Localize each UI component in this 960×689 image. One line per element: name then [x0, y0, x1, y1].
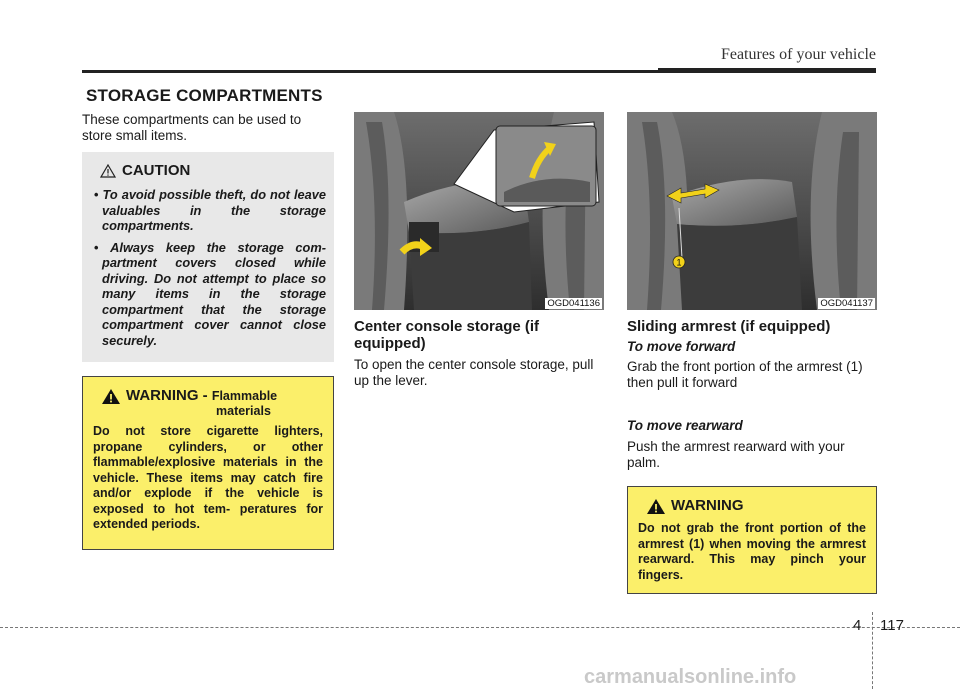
intro-text: These compartments can be used to store small items. — [82, 112, 302, 143]
section-title: STORAGE COMPARTMENTS — [86, 86, 323, 105]
center-console-body: To open the center console storage, pull up the lever. — [354, 357, 594, 388]
center-console-heading: Center console storage (if equipped) — [354, 318, 540, 352]
move-forward-body: Grab the front portion of the armrest (1) then pull it forward — [627, 359, 863, 390]
warning-body: Do not store cigarette lighters, propane cylinders, or other flammable/explosive materials in the vehicle. These items may catch fire and/or explode if the vehicle is exposed to hot tem- peratures for extended periods. — [93, 424, 323, 531]
warning-body: Do not grab the front portion of the armrest (1) when moving the armrest rearward. This may pinch your fingers. — [638, 521, 866, 582]
caution-title: CAUTION — [122, 162, 191, 179]
callout-number: 1 — [676, 257, 682, 268]
footer-divider — [872, 612, 873, 689]
move-forward-heading: To move forward — [627, 339, 736, 354]
sliding-armrest-heading: Sliding armrest (if equipped) — [627, 318, 831, 335]
move-rearward-heading: To move rearward — [627, 418, 743, 433]
header-rule-accent — [658, 68, 876, 73]
caution-item: • To avoid possible theft, do not leave valuables in the storage compartments. — [90, 187, 326, 234]
page-number: 117 — [880, 617, 904, 634]
warning-triangle-icon — [101, 388, 121, 405]
caution-item: • Always keep the storage com- partment covers closed while driving. Do not attempt to place so many items in the storage compartment that the storage compartment cover cannot close securely. — [90, 240, 326, 349]
caution-list — [90, 187, 326, 348]
figure-code: OGD041137 — [820, 298, 873, 309]
center-console-photo — [354, 112, 604, 310]
chapter-number: 4 — [853, 617, 862, 634]
caution-header — [100, 162, 326, 179]
warning-header — [101, 387, 323, 405]
warning-title: WARNING — [671, 497, 744, 514]
watermark: carmanualsonline.info — [584, 666, 797, 688]
warning-triangle-icon — [646, 498, 666, 515]
running-header: Features of your vehicle — [720, 46, 876, 63]
warning-header — [646, 497, 866, 515]
sliding-armrest-photo — [627, 112, 877, 310]
caution-box — [82, 152, 334, 362]
footer-rule — [0, 627, 960, 628]
warning-title: WARNING - — [126, 387, 212, 404]
warning-armrest-box — [627, 486, 877, 594]
sliding-armrest-illustration — [627, 112, 877, 310]
warning-subtitle: Flammable — [211, 389, 278, 403]
center-console-illustration — [354, 112, 604, 310]
move-rearward-body: Push the armrest rearward with your palm. — [627, 439, 845, 470]
caution-triangle-icon — [100, 164, 116, 178]
figure-code: OGD041136 — [547, 298, 600, 309]
warning-flammable-box — [82, 376, 334, 550]
warning-subtitle-cont: materials — [216, 404, 271, 418]
